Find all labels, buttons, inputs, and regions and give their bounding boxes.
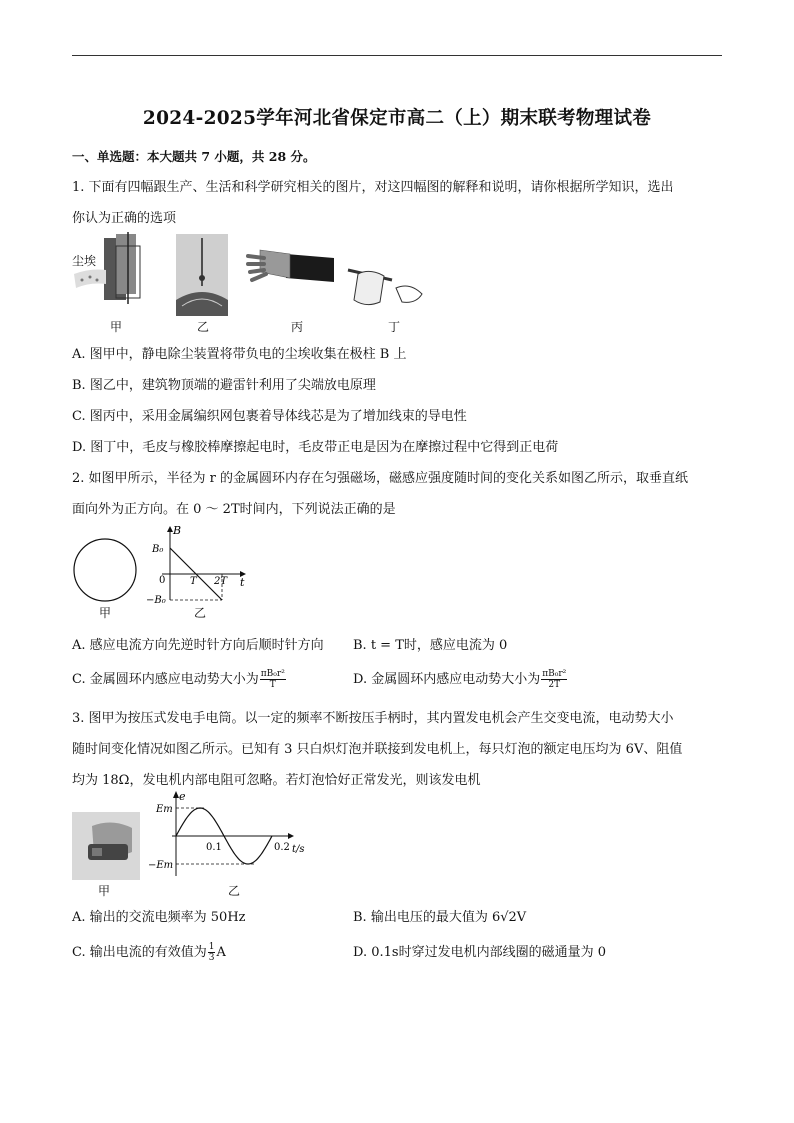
bt-label-b: B	[173, 524, 182, 537]
cable-jacket	[286, 254, 334, 282]
q1-caption-yi: 乙	[196, 320, 209, 334]
q2-caption-yi: 乙	[193, 606, 206, 620]
q2-option-d-text: D. 金属圆环内感应电动势大小为	[353, 672, 541, 687]
q1-stem-line2: 你认为正确的选项	[72, 211, 177, 226]
q2-option-d[interactable]	[353, 668, 568, 690]
q2-figure-bt-graph	[146, 524, 256, 610]
q3-option-c-text: C. 输出电流的有效值为	[72, 945, 207, 960]
emf-label-neg-em: −Em	[148, 860, 174, 871]
bt-label-origin: 0	[159, 575, 166, 586]
section-heading: 一、单选题：本大题共 7 小题，共 28 分。	[72, 149, 316, 164]
bt-label-t1: T	[190, 576, 197, 587]
q1-option-c[interactable]: C. 图丙中，采用金属编织网包裹着导体线芯是为了增加线束的导电性	[72, 409, 467, 424]
q1-option-b[interactable]: B. 图乙中，建筑物顶端的避雷针利用了尖端放电原理	[72, 378, 376, 393]
q3-stem-line3: 均为 18Ω，发电机内部电阻可忽略。若灯泡恰好正常发光，则该发电机	[72, 773, 481, 788]
q3-option-c-denominator: 3	[208, 953, 215, 963]
emf-label-e: e	[179, 790, 186, 803]
dust-stream	[74, 270, 106, 289]
emf-label-em: Em	[156, 804, 173, 815]
q1-figure-fur-rod	[344, 260, 430, 314]
bt-label-b0: B₀	[152, 544, 164, 555]
q2-figure-ring	[72, 537, 138, 603]
q1-caption-bing: 丙	[290, 320, 303, 334]
bt-label-t2: 2T	[214, 576, 228, 587]
q3-option-c[interactable]	[72, 941, 226, 963]
q2-stem-line2: 面向外为正方向。在 0 ～ 2T时间内，下列说法正确的是	[72, 502, 396, 517]
q2-caption-jia: 甲	[98, 606, 111, 620]
q3-option-a[interactable]: A. 输出的交流电频率为 50Hz	[72, 910, 246, 925]
q3-option-b[interactable]: B. 输出电压的最大值为 6√2V	[353, 910, 527, 925]
q2-option-d-denominator: 2T	[548, 680, 561, 690]
page-title: 2024-2025学年河北省保定市高二（上）期末联考物理试卷	[142, 108, 652, 129]
q2-option-d-fraction	[541, 669, 567, 690]
q3-option-c-fraction	[208, 942, 216, 963]
q3-option-c-numerator: 1	[208, 942, 215, 952]
q2-option-d-numerator: πB₀r²	[542, 669, 567, 679]
q2-option-c-denominator: T	[269, 680, 276, 690]
fur-piece	[354, 271, 384, 304]
q3-figure-flashlight-photo	[72, 812, 140, 880]
bt-label-t: t	[240, 576, 245, 589]
q2-option-b[interactable]: B. t = T时，感应电流为 0	[353, 638, 508, 653]
q1-caption-jia: 甲	[109, 320, 122, 334]
q3-caption-yi: 乙	[227, 884, 240, 898]
q3-caption-jia: 甲	[97, 884, 110, 898]
dust-label: 尘埃	[72, 254, 97, 268]
q2-option-a[interactable]: A. 感应电流方向先逆时针方向后顺时针方向	[72, 638, 324, 653]
q1-caption-ding: 丁	[387, 320, 400, 334]
emf-label-t1: 0.1	[206, 842, 222, 853]
q3-option-d[interactable]: D. 0.1s时穿过发电机内部线圈的磁通量为 0	[353, 945, 606, 960]
q3-figure-emf-graph	[146, 788, 312, 884]
emf-label-ts: t/s	[292, 844, 305, 855]
precipitator-plate-back	[116, 234, 136, 294]
q1-option-a[interactable]: A. 图甲中，静电除尘装置将带负电的尘埃收集在极柱 B 上	[72, 347, 407, 362]
q3-option-c-unit: A	[216, 945, 226, 960]
q3-stem-line1: 3. 图甲为按压式发电手电筒。以一定的频率不断按压手柄时，其内置发电机会产生交变电流，电动势大小	[72, 711, 674, 726]
q2-option-c-numerator: πB₀r²	[260, 669, 285, 679]
q1-stem-line1: 1. 下面有四幅跟生产、生活和科学研究相关的图片，对这四幅图的解释和说明，请你根据所学知识，选出	[72, 180, 674, 195]
top-rule	[72, 55, 722, 56]
bt-label-neg-b0: −B₀	[146, 595, 166, 606]
q1-figure-shielded-cable	[246, 246, 336, 294]
q1-option-d[interactable]: D. 图丁中，毛皮与橡胶棒摩擦起电时，毛皮带正电是因为在摩擦过程中它得到正电荷	[72, 440, 559, 455]
q2-option-c-text: C. 金属圆环内感应电动势大小为	[72, 672, 259, 687]
q2-option-c-fraction	[260, 669, 286, 690]
lightning-rod-ball	[199, 275, 205, 281]
q2-option-c[interactable]	[72, 668, 287, 690]
emf-x-arrow	[288, 833, 294, 839]
metal-ring	[74, 539, 136, 601]
q3-stem-line2: 随时间变化情况如图乙所示。已知有 3 只白炽灯泡并联接到发电机上，每只灯泡的额定电压均为 6V、阻值	[72, 742, 683, 757]
emf-label-t2: 0.2	[274, 842, 290, 853]
q1-figure-lightning-rod	[176, 234, 228, 316]
q1-figure-precipitator	[72, 232, 164, 322]
q2-stem-line1: 2. 如图甲所示，半径为 r 的金属圆环内存在匀强磁场，磁感应强度随时间的变化关系如图乙所示，取垂直纸	[72, 471, 689, 486]
hand-outline	[396, 286, 422, 302]
